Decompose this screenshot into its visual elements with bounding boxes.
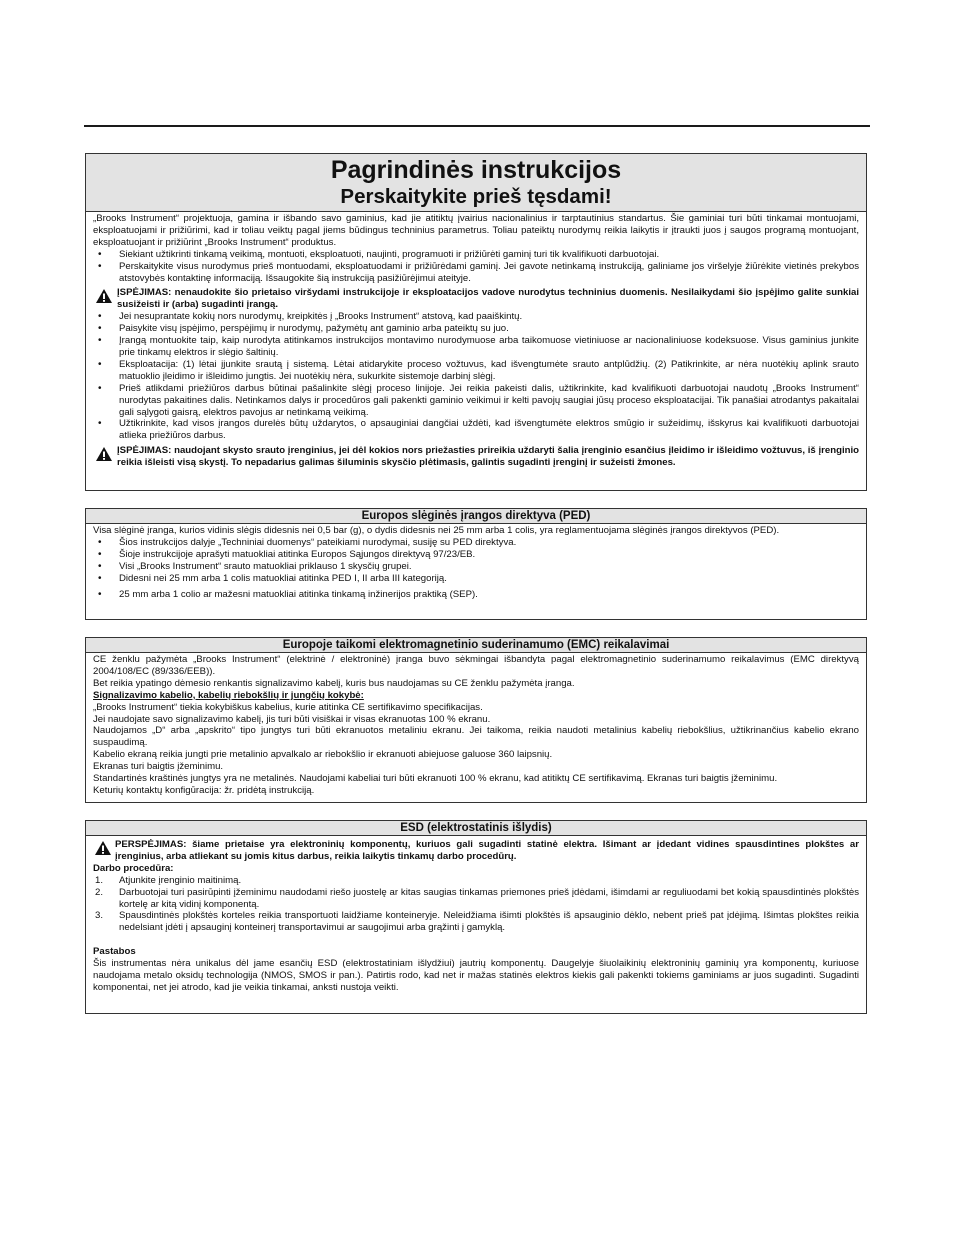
emc-line: Keturių kontaktų konfigūracija: žr. pridėtą instrukciją. <box>93 784 315 796</box>
emc-paragraph-1: CE ženklu pažymėta „Brooks Instrument“ (elektrinė / elektroninė) įranga buvo sėkmingai išbandyta pagal elektromagnetinio suderinamumo reikalavimus (EMC direktyvą 2004/108/EC (89/336/EEB)). <box>93 654 859 677</box>
warning-icon <box>95 446 113 462</box>
emc-line: Jei naudojate savo signalizavimo kabelį, jis turi būti visiškai ir visas ekranuotas 100 % ekranu. <box>93 713 491 725</box>
top-rule <box>84 125 870 127</box>
emc-line: „Brooks Instrument“ tiekia kokybiškus kabelius, kurie atitinka CE sertifikavimo specifikacijas. <box>93 701 483 713</box>
safety-body <box>86 212 866 471</box>
emc-subheading: Signalizavimo kabelio, kabelių riebokšlių ir jungčių kokybė: <box>93 689 364 701</box>
warning-1 <box>93 287 859 311</box>
list-item: • Jei nesuprantate kokių nors nurodymų, kreipkitės į „Brooks Instrument“ atstovą, kad paaiškintų. <box>93 311 859 323</box>
list-item: • Eksploatacija: (1) lėtai įjunkite srautą į sistemą. Lėtai atidarykite proceso vožtuvus, kad išvengtumėte srauto antplūdžių. (2) Patikrinkite, ar nėra nuotėkių aplink srauto matuoklio įleidimo ir išleidimo jungtis. Jei nuotėkių nėra, sukurkite sistemoje darbinį slėgį. <box>93 359 859 383</box>
list-item: • Prieš atlikdami priežiūros darbus būtinai pašalinkite slėgį proceso linijoje. Jei reikia pakeisti dalis, užtikrinkite, kad kvalifikuoti darbuotojai naudotų „Brooks Instrument“ nurodytas pakaitines dalis. Netinkamos dalys ir procedūros gali pakenkti gaminio veikimui ir kelti pavojų saugiai jūsų proceso eksploatacijai. Tik panašiai atrodantys pakaitalai gali sąlygoti gaisrą, elektros pavojus ar netinkamą veikimą. <box>93 383 859 419</box>
esd-box <box>85 820 867 1014</box>
step-number: 1. <box>95 874 104 886</box>
esd-caution <box>93 839 859 863</box>
list-item: • Šios instrukcijos dalyje „Techniniai duomenys“ pateikiami nurodymai, susiję su PED direktyva. <box>93 537 859 549</box>
list-item: • Užtikrinkite, kad visos įrangos durelės būtų uždarytos, o apsauginiai dangčiai uždėti, kad išvengtumėte elektros smūgio ir sužeidimų, išskyrus kai kvalifikuoti darbuotojai atlieka priežiūros darbus. <box>93 418 859 442</box>
ped-list <box>93 537 859 601</box>
safety-header <box>86 154 866 212</box>
safety-list-a <box>93 249 859 285</box>
esd-caution-text: PERSPĖJIMAS: šiame prietaise yra elektroninių komponentų, kuriuos gali sugadinti statinė elektra. Išimant ar įdedant vidines spausdintines plokštes ar įrenginius, arba atliekant su jomis kitus darbus, reikia laikytis tinkamų darbo procedūrų. <box>115 839 859 862</box>
procedure-steps <box>93 875 859 935</box>
ped-body <box>86 524 866 602</box>
list-item <box>93 887 859 911</box>
list-item: • Paisykite visų įspėjimo, perspėjimų ir nurodymų, pažymėtų ant gaminio arba pateiktų su juo. <box>93 323 859 335</box>
list-item: • Visi „Brooks Instrument“ srauto matuokliai priklauso 1 skysčių grupei. <box>93 561 859 573</box>
spacer <box>93 934 859 946</box>
note-label: Pastabos <box>93 946 136 958</box>
list-item: • Siekiant užtikrinti tinkamą veikimą, montuoti, eksploatuoti, naujinti, programuoti ir prižiūrėti gaminį turi tik kvalifikuoti darbuotojai. <box>93 249 859 261</box>
esd-title: ESD (elektrostatinis išlydis) <box>86 821 866 836</box>
emc-line: Ekranas turi baigtis įžeminimu. <box>93 761 224 773</box>
emc-paragraph-2: Bet reikia ypatingo dėmesio renkantis signalizavimo kabelį, kuris bus naudojamas su CE ženklu pažymėta įranga. <box>93 677 575 689</box>
step-text: Darbuotojai turi pasirūpinti įžeminimu naudodami riešo juostelę ar kitas saugias tinkamas priemones prieš įdėdami, išimdami ar reguliuodami bet kokią spausdintinės plokštės kortelę ar kitą vidinį komponentą. <box>119 886 859 910</box>
list-item <box>93 875 859 887</box>
list-item <box>93 910 859 934</box>
list-item: • Didesni nei 25 mm arba 1 colis matuokliai atitinka PED I, II arba III kategoriją. <box>93 573 859 585</box>
step-number: 3. <box>95 910 104 922</box>
emc-line: Naudojamos „D“ arba „apskrito“ tipo jungtys turi būti ekranuotos metaliniu ekranu. Jei taikoma, reikia naudoti metalinius kabelių riebokšlius, užtikrinančius kabelio ekrano suspaudimą. <box>93 725 859 749</box>
list-item: • Šioje instrukcijoje aprašyti matuokliai atitinka Europos Sąjungos direktyvą 97/23/EB. <box>93 549 859 561</box>
safety-intro: „Brooks Instrument“ projektuoja, gamina ir išbando savo gaminius, kad jie atitiktų įvairius nacionalinius ir tarptautinius standartus. Šie gaminiai turi būti tinkamai montuojami, eksploatuojami ir prižiūrimi, kad ir toliau veiktų pagal jiems būdingus techninius parametrus. Toliau pateiktų nurodymų reikia laikytis ir įtraukti juos į saugos programą montuojant, eksploatuojant ir prižiūrint „Brooks Instrument“ produktus. <box>93 213 859 248</box>
warning-icon <box>95 288 113 304</box>
emc-line: Kabelio ekraną reikia jungti prie metalinio apvalkalo ar riebokšlio ir ekranuoti abiejuose galuose 360 laipsnių. <box>93 749 553 761</box>
safety-list-b <box>93 311 859 442</box>
page-title: Pagrindinės instrukcijos <box>330 156 622 184</box>
ped-title: Europos slėginės įrangos direktyva (PED) <box>86 509 866 524</box>
safety-instructions-box <box>85 153 867 491</box>
warning-1-text: ĮSPĖJIMAS: nenaudokite šio prietaiso viršydami instrukcijoje ir eksploatacijos vadove nurodytus techninius duomenis. Nesilaikydami šio įspėjimo galite sunkiai susižeisti ir (arba) sugadinti įrangą. <box>117 287 859 311</box>
list-item: • Perskaitykite visus nurodymus prieš montuodami, eksploatuodami ir prižiūrėdami gaminį. Jei gavote netinkamą instrukciją, galiniame jos viršelyje žiūrėkite vietinės prekybos atstovybės kontaktinę informaciją. Išsaugokite šią instrukciją pasižiūrėjimui ateityje. <box>93 261 859 285</box>
page-subtitle: Perskaitykite prieš tęsdami! <box>340 185 612 208</box>
note-text: Šis instrumentas nėra unikalus dėl jame esančių ESD (elektrostatiniam išlydžiui) jautrių komponentų. Daugelyje šiuolaikinių elektroninių gaminių yra komponentų, kuriuose naudojama metalo oksidų technologija (NMOS, SMOS ir pan.). Patirtis rodo, kad net ir mažas statinės elektros kiekis gali pakenkti tokiems gaminiams ar juos sugadinti. Sugadinti komponentai, net jei atrodo, kad jie veikia tinkamai, anksti nustoja veikti. <box>93 958 859 993</box>
emc-body <box>86 653 866 799</box>
ped-intro: Visa slėginė įranga, kurios vidinis slėgis didesnis nei 0,5 bar (g), o dydis didesnis nei 25 mm arba 1 colis, yra reglamentuojama slėginės įrangos direktyvos (PED). <box>93 525 780 536</box>
step-text: Spausdintinės plokštės korteles reikia transportuoti laidžiame konteineryje. Neleidžiama išimti plokštės iš apsauginio dėklo, nebent prieš pat įdėjimą. Išimtas plokštes reikia nedelsiant įdėti į apsauginį konteinerį transportavimui ar saugojimui arba grąžinti į gamyklą. <box>119 910 859 934</box>
emc-box <box>85 637 867 803</box>
warning-2-text: ĮSPĖJIMAS: naudojant skysto srauto įrenginius, jei dėl kokios nors priežasties prireikia uždaryti šalia įrenginio esančius įleidimo ir išleidimo vožtuvus, iš įrenginio reikia išleisti visą skystį. To nepadarius galimas šiluminis skysčio plėtimasis, galintis sugadinti įrenginį ir sužeisti žmones. <box>117 445 859 469</box>
list-item: • Įrangą montuokite taip, kaip nurodyta atitinkamos instrukcijos montavimo nurodymuose arba taikomuose vietiniuose ar nacionaliniuose kodeksuose. Visus gaminius junkite prie tinkamų elektros ir slėgio šaltinių. <box>93 335 859 359</box>
esd-body <box>86 836 866 996</box>
list-item: • 25 mm arba 1 colio ar mažesni matuokliai atitinka tinkamą inžinerijos praktiką (SEP). <box>93 589 859 601</box>
step-number: 2. <box>95 886 104 898</box>
emc-title: Europoje taikomi elektromagnetinio suderinamumo (EMC) reikalavimai <box>86 638 866 653</box>
warning-2 <box>93 445 859 469</box>
procedure-label: Darbo procedūra: <box>93 862 174 874</box>
step-text: Atjunkite įrenginio maitinimą. <box>119 874 242 886</box>
ped-box <box>85 508 867 620</box>
caution-icon <box>94 840 112 856</box>
emc-line: Standartinės kraštinės jungtys yra ne metalinės. Naudojami kabeliai turi būti ekranuoti 100 % ekranu, kad atitiktų CE sertifikavimą. Ekranas turi baigtis įžeminimu. <box>93 773 778 785</box>
